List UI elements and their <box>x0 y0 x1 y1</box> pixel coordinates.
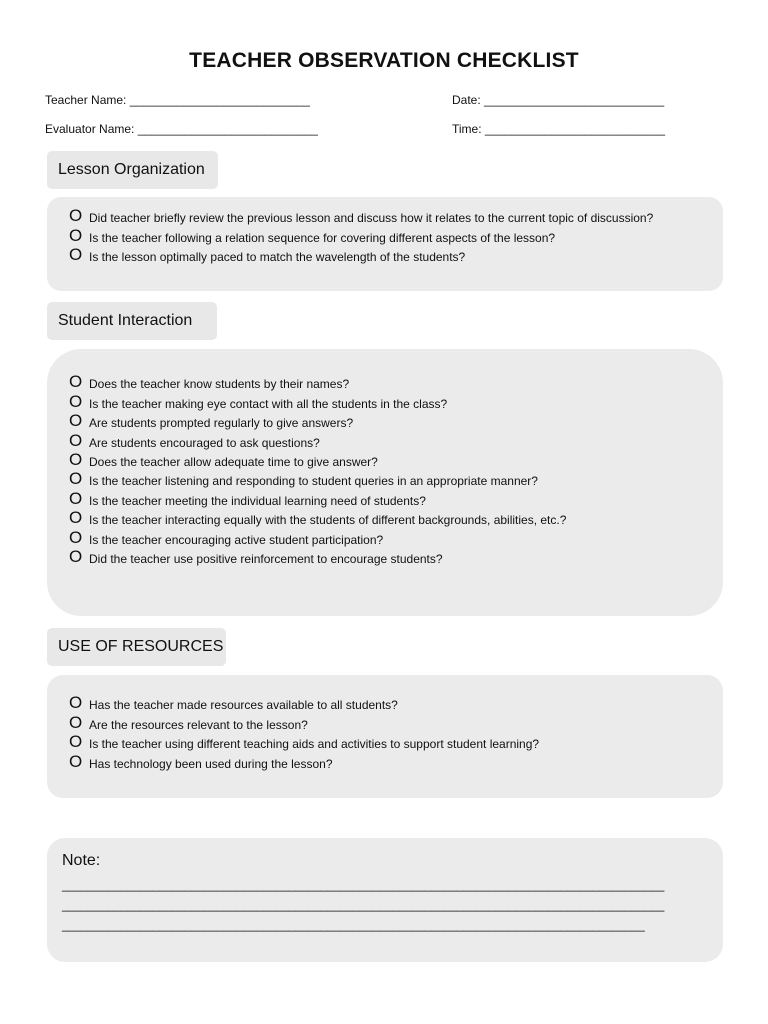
circle-bullet-icon[interactable]: O <box>69 732 83 752</box>
lesson-organization-list <box>69 206 653 264</box>
teacher-name-field[interactable]: Teacher Name: ___________________________ <box>45 93 310 107</box>
checklist-item[interactable]: O Does the teacher know students by their names? <box>69 372 350 392</box>
checklist-item[interactable]: O Did teacher briefly review the previous lesson and discuss how it relates to the current topic of discussion? <box>69 206 654 226</box>
date-field[interactable]: Date: ___________________________ <box>452 93 665 107</box>
section-use-of-resources-label: USE OF RESOURCES <box>47 628 226 666</box>
circle-bullet-icon[interactable]: O <box>69 508 83 528</box>
checklist-item[interactable]: O Is the teacher listening and responding to student queries in an appropriate manner? <box>69 469 538 489</box>
section-student-interaction-label: Student Interaction <box>47 302 217 340</box>
checklist-item[interactable]: O Is the teacher interacting equally with the students of different backgrounds, abilities, etc.? <box>69 508 567 528</box>
time-field[interactable]: Time: ___________________________ <box>452 122 666 136</box>
checklist-item[interactable]: O Is the teacher using different teaching aids and activities to support student learning? <box>69 732 540 752</box>
note-title: Note: <box>62 852 101 869</box>
circle-bullet-icon[interactable]: O <box>69 391 83 411</box>
circle-bullet-icon[interactable]: O <box>69 372 83 392</box>
circle-bullet-icon[interactable]: O <box>69 449 83 469</box>
lesson-organization-box <box>47 197 723 291</box>
circle-bullet-icon[interactable]: O <box>69 693 83 713</box>
circle-bullet-icon[interactable]: O <box>69 245 83 265</box>
checklist-item[interactable]: O Is the teacher meeting the individual learning need of students? <box>69 488 426 508</box>
checklist-item[interactable]: O Are the resources relevant to the lesson? <box>69 712 308 732</box>
circle-bullet-icon[interactable]: O <box>69 469 83 489</box>
circle-bullet-icon[interactable]: O <box>69 712 83 732</box>
section-lesson-organization-label: Lesson Organization <box>47 151 218 189</box>
checklist-item[interactable]: O Did the teacher use positive reinforcement to encourage students? <box>69 546 443 566</box>
note-box <box>47 838 723 962</box>
circle-bullet-icon[interactable]: O <box>69 225 83 245</box>
circle-bullet-icon[interactable]: O <box>69 488 83 508</box>
student-interaction-box <box>47 349 723 616</box>
checklist-item[interactable]: O Is the teacher making eye contact with all the students in the class? <box>69 391 448 411</box>
student-interaction-list <box>69 372 566 566</box>
checklist-item[interactable]: O Is the teacher following a relation sequence for covering different aspects of the lesson? <box>69 225 556 245</box>
circle-bullet-icon[interactable]: O <box>69 206 83 226</box>
circle-bullet-icon[interactable]: O <box>69 430 83 450</box>
use-of-resources-box <box>47 675 723 798</box>
evaluator-name-field[interactable]: Evaluator Name: ___________________________ <box>45 122 318 136</box>
page-title: TEACHER OBSERVATION CHECKLIST <box>189 49 579 72</box>
circle-bullet-icon[interactable]: O <box>69 527 83 547</box>
circle-bullet-icon[interactable]: O <box>69 546 83 566</box>
checklist-item[interactable]: O Has technology been used during the lesson? <box>69 751 333 771</box>
circle-bullet-icon[interactable]: O <box>69 751 83 771</box>
checklist-item[interactable]: O Is the lesson optimally paced to match the wavelength of the students? <box>69 245 466 265</box>
note-line[interactable]: _____________________________________________________________________________________________ <box>62 878 665 892</box>
checklist-item[interactable]: O Are students encouraged to ask questions? <box>69 430 320 450</box>
note-line[interactable]: __________________________________________________________________________________________ <box>62 918 645 932</box>
use-of-resources-list <box>69 693 539 771</box>
checklist-item[interactable]: O Are students prompted regularly to give answers? <box>69 411 354 431</box>
circle-bullet-icon[interactable]: O <box>69 411 83 431</box>
checklist-item[interactable]: O Is the teacher encouraging active student participation? <box>69 527 384 547</box>
note-line[interactable]: _____________________________________________________________________________________________ <box>62 898 665 912</box>
checklist-item[interactable]: O Has the teacher made resources available to all students? <box>69 693 398 713</box>
checklist-item[interactable]: O Does the teacher allow adequate time to give answer? <box>69 449 378 469</box>
